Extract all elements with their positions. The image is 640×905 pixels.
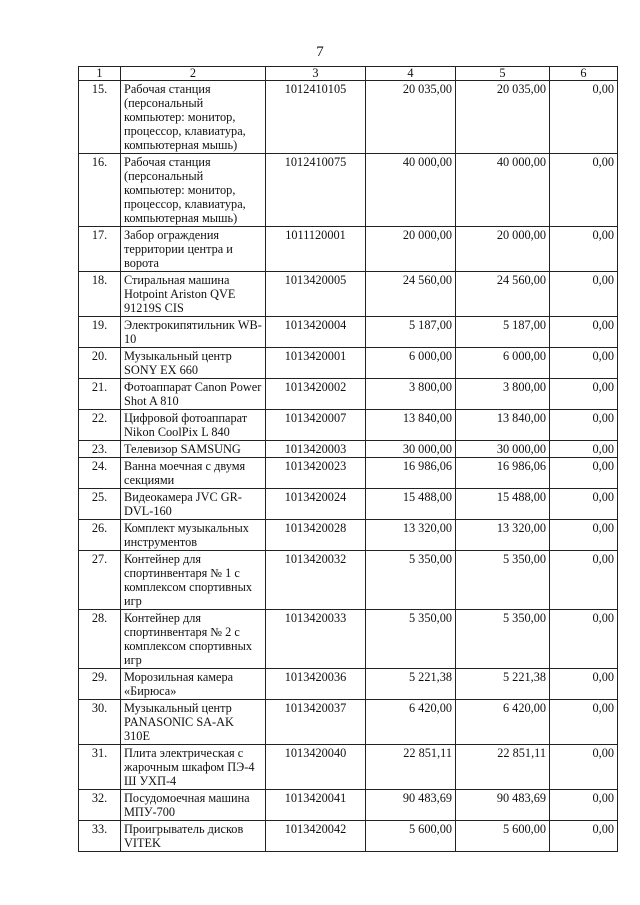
page-number: 7	[316, 44, 324, 60]
item-name: Рабочая станция (персональный компьютер: монитор, процессор, клавиатура, компьютерная мышь)	[121, 81, 266, 154]
value-col-6: 0,00	[550, 551, 618, 610]
table-row	[79, 410, 618, 441]
row-number: 20.	[79, 348, 121, 379]
item-name: Фотоаппарат Canon Power Shot A 810	[121, 379, 266, 410]
inventory-code: 1013420002	[266, 379, 366, 410]
row-number: 30.	[79, 700, 121, 745]
value-col-4: 15 488,00	[366, 489, 456, 520]
value-col-4: 5 350,00	[366, 551, 456, 610]
value-col-4: 20 000,00	[366, 227, 456, 272]
value-col-4: 13 840,00	[366, 410, 456, 441]
item-name: Электрокипятильник WB-10	[121, 317, 266, 348]
value-col-6: 0,00	[550, 821, 618, 852]
column-header: 5	[456, 67, 550, 81]
inventory-code: 1013420005	[266, 272, 366, 317]
inventory-code: 1013420033	[266, 610, 366, 669]
column-header: 4	[366, 67, 456, 81]
item-name: Проигрыватель дисков VITEK	[121, 821, 266, 852]
inventory-code: 1013420032	[266, 551, 366, 610]
item-name: Рабочая станция (персональный компьютер: монитор, процессор, клавиатура, компьютерная мышь)	[121, 154, 266, 227]
value-col-4: 3 800,00	[366, 379, 456, 410]
item-name: Стиральная машина Hotpoint Ariston QVE 91219S CIS	[121, 272, 266, 317]
value-col-6: 0,00	[550, 441, 618, 458]
item-name: Контейнер для спортинвентаря № 2 с комплексом спортивных игр	[121, 610, 266, 669]
value-col-4: 90 483,69	[366, 790, 456, 821]
value-col-4: 5 350,00	[366, 610, 456, 669]
row-number: 32.	[79, 790, 121, 821]
row-number: 29.	[79, 669, 121, 700]
item-name: Видеокамера JVC GR-DVL-160	[121, 489, 266, 520]
table-row	[79, 669, 618, 700]
table-row	[79, 790, 618, 821]
value-col-4: 5 600,00	[366, 821, 456, 852]
item-name: Комплект музыкальных инструментов	[121, 520, 266, 551]
value-col-5: 13 320,00	[456, 520, 550, 551]
table-row	[79, 745, 618, 790]
item-name: Ванна моечная с двумя секциями	[121, 458, 266, 489]
row-number: 23.	[79, 441, 121, 458]
row-number: 19.	[79, 317, 121, 348]
value-col-4: 30 000,00	[366, 441, 456, 458]
value-col-5: 5 350,00	[456, 551, 550, 610]
inventory-code: 1013420028	[266, 520, 366, 551]
value-col-5: 30 000,00	[456, 441, 550, 458]
value-col-5: 5 350,00	[456, 610, 550, 669]
table-row	[79, 610, 618, 669]
inventory-code: 1013420036	[266, 669, 366, 700]
row-number: 26.	[79, 520, 121, 551]
item-name: Цифровой фотоаппарат Nikon CoolPix L 840	[121, 410, 266, 441]
value-col-5: 24 560,00	[456, 272, 550, 317]
inventory-code: 1013420007	[266, 410, 366, 441]
inventory-code: 1013420042	[266, 821, 366, 852]
inventory-code: 1012410075	[266, 154, 366, 227]
row-number: 21.	[79, 379, 121, 410]
value-col-6: 0,00	[550, 81, 618, 154]
value-col-6: 0,00	[550, 317, 618, 348]
value-col-6: 0,00	[550, 154, 618, 227]
value-col-4: 5 221,38	[366, 669, 456, 700]
value-col-4: 5 187,00	[366, 317, 456, 348]
value-col-5: 5 600,00	[456, 821, 550, 852]
inventory-code: 1013420001	[266, 348, 366, 379]
row-number: 24.	[79, 458, 121, 489]
value-col-5: 6 420,00	[456, 700, 550, 745]
row-number: 18.	[79, 272, 121, 317]
value-col-6: 0,00	[550, 745, 618, 790]
table-row	[79, 458, 618, 489]
table-row	[79, 272, 618, 317]
value-col-4: 24 560,00	[366, 272, 456, 317]
value-col-5: 90 483,69	[456, 790, 550, 821]
inventory-code: 1012410105	[266, 81, 366, 154]
value-col-6: 0,00	[550, 458, 618, 489]
column-header: 3	[266, 67, 366, 81]
column-header: 2	[121, 67, 266, 81]
row-number: 17.	[79, 227, 121, 272]
table-row	[79, 489, 618, 520]
row-number: 31.	[79, 745, 121, 790]
table-row	[79, 227, 618, 272]
table-row	[79, 81, 618, 154]
value-col-6: 0,00	[550, 489, 618, 520]
value-col-4: 6 000,00	[366, 348, 456, 379]
value-col-5: 40 000,00	[456, 154, 550, 227]
value-col-6: 0,00	[550, 410, 618, 441]
inventory-code: 1011120001	[266, 227, 366, 272]
row-number: 16.	[79, 154, 121, 227]
table-row	[79, 700, 618, 745]
table-row	[79, 551, 618, 610]
inventory-table	[78, 66, 618, 852]
value-col-5: 6 000,00	[456, 348, 550, 379]
value-col-4: 20 035,00	[366, 81, 456, 154]
table-body	[79, 81, 618, 852]
inventory-code: 1013420023	[266, 458, 366, 489]
value-col-5: 13 840,00	[456, 410, 550, 441]
table-header-row	[79, 67, 618, 81]
table-row	[79, 154, 618, 227]
item-name: Музыкальный центр PANASONIC SA-AK 310E	[121, 700, 266, 745]
item-name: Плита электрическая с жарочным шкафом ПЭ-4 Ш УХП-4	[121, 745, 266, 790]
value-col-5: 20 035,00	[456, 81, 550, 154]
inventory-code: 1013420041	[266, 790, 366, 821]
row-number: 33.	[79, 821, 121, 852]
value-col-5: 3 800,00	[456, 379, 550, 410]
inventory-code: 1013420024	[266, 489, 366, 520]
inventory-code: 1013420040	[266, 745, 366, 790]
inventory-code: 1013420004	[266, 317, 366, 348]
table-row	[79, 348, 618, 379]
row-number: 22.	[79, 410, 121, 441]
column-header: 6	[550, 67, 618, 81]
value-col-4: 22 851,11	[366, 745, 456, 790]
table-row	[79, 317, 618, 348]
value-col-6: 0,00	[550, 227, 618, 272]
value-col-4: 13 320,00	[366, 520, 456, 551]
value-col-4: 6 420,00	[366, 700, 456, 745]
row-number: 25.	[79, 489, 121, 520]
value-col-6: 0,00	[550, 700, 618, 745]
value-col-5: 20 000,00	[456, 227, 550, 272]
value-col-5: 15 488,00	[456, 489, 550, 520]
value-col-6: 0,00	[550, 272, 618, 317]
item-name: Контейнер для спортинвентаря № 1 с комплексом спортивных игр	[121, 551, 266, 610]
row-number: 28.	[79, 610, 121, 669]
value-col-4: 16 986,06	[366, 458, 456, 489]
value-col-6: 0,00	[550, 348, 618, 379]
table-row	[79, 821, 618, 852]
table-row	[79, 379, 618, 410]
row-number: 27.	[79, 551, 121, 610]
value-col-6: 0,00	[550, 610, 618, 669]
item-name: Телевизор SAMSUNG	[121, 441, 266, 458]
item-name: Забор ограждения территории центра и ворота	[121, 227, 266, 272]
column-header: 1	[79, 67, 121, 81]
value-col-5: 5 187,00	[456, 317, 550, 348]
value-col-5: 22 851,11	[456, 745, 550, 790]
value-col-6: 0,00	[550, 520, 618, 551]
row-number: 15.	[79, 81, 121, 154]
value-col-4: 40 000,00	[366, 154, 456, 227]
value-col-5: 16 986,06	[456, 458, 550, 489]
table-row	[79, 441, 618, 458]
inventory-code: 1013420037	[266, 700, 366, 745]
item-name: Морозильная камера «Бирюса»	[121, 669, 266, 700]
table-row	[79, 520, 618, 551]
value-col-6: 0,00	[550, 790, 618, 821]
inventory-code: 1013420003	[266, 441, 366, 458]
item-name: Музыкальный центр SONY EX 660	[121, 348, 266, 379]
value-col-6: 0,00	[550, 669, 618, 700]
value-col-5: 5 221,38	[456, 669, 550, 700]
item-name: Посудомоечная машина МПУ-700	[121, 790, 266, 821]
value-col-6: 0,00	[550, 379, 618, 410]
